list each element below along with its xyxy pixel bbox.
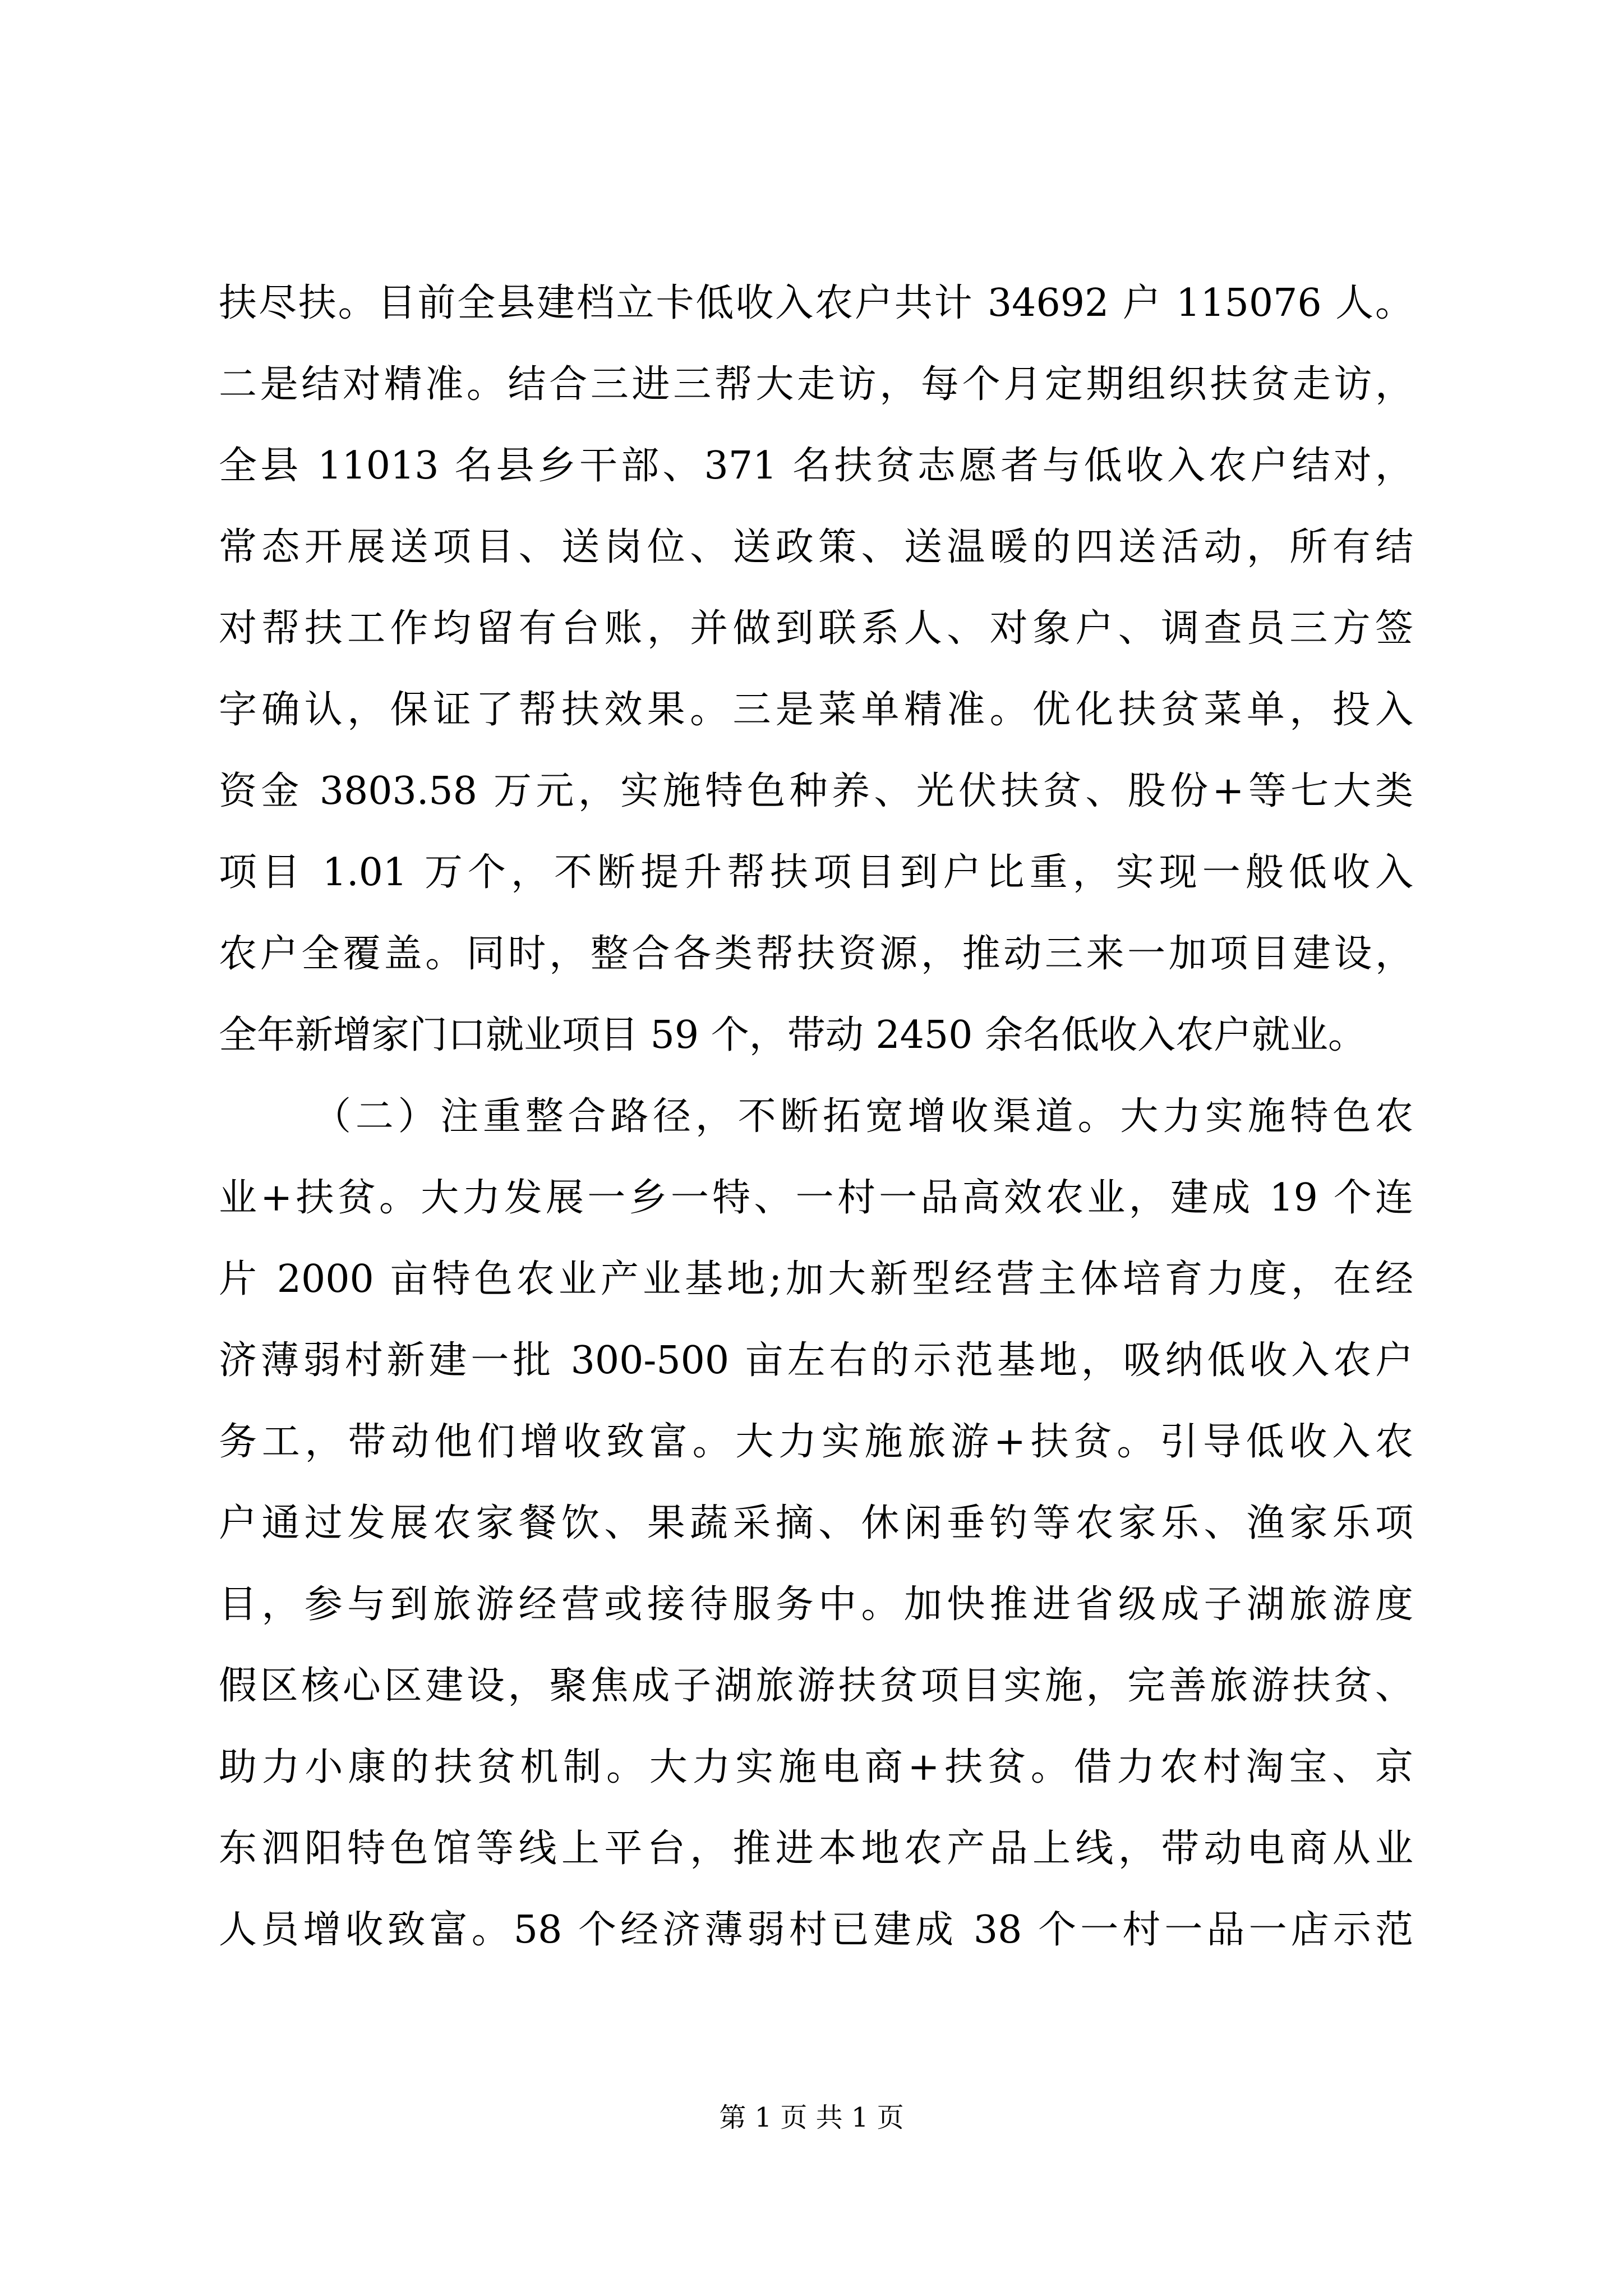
text-line: 项目 1.01 万个，不断提升帮扶项目到户比重，实现一般低收入 xyxy=(219,850,1413,895)
text-line: 扶尽扶。目前全县建档立卡低收入农户共计 34692 户 115076 人。 xyxy=(219,281,1413,325)
text-line: 全县 11013 名县乡干部、371 名扶贫志愿者与低收入农户结对， xyxy=(219,444,1413,488)
document-body xyxy=(219,263,1413,1971)
text-line: 片 2000 亩特色农业产业基地;加大新型经营主体培育力度，在经 xyxy=(219,1257,1413,1301)
text-line: 业+扶贫。大力发展一乡一特、一村一品高效农业，建成 19 个连 xyxy=(219,1176,1413,1220)
text-line: 假区核心区建设，聚焦成子湖旅游扶贫项目实施，完善旅游扶贫、 xyxy=(219,1664,1413,1708)
text-line: 务工，带动他们增收致富。大力实施旅游+扶贫。引导低收入农 xyxy=(219,1420,1413,1464)
text-line: 济薄弱村新建一批 300-500 亩左右的示范基地，吸纳低收入农户 xyxy=(219,1338,1413,1383)
text-line: 农户全覆盖。同时，整合各类帮扶资源，推动三来一加项目建设， xyxy=(219,932,1413,976)
text-line: 目，参与到旅游经营或接待服务中。加快推进省级成子湖旅游度 xyxy=(219,1582,1413,1627)
text-line-section-heading: （二）注重整合路径，不断拓宽增收渠道。大力实施特色农 xyxy=(313,1094,1413,1139)
text-line: 二是结对精准。结合三进三帮大走访，每个月定期组织扶贫走访， xyxy=(219,362,1413,407)
page-number: 第 1 页 共 1 页 xyxy=(719,2102,904,2133)
text-line: 人员增收致富。58 个经济薄弱村已建成 38 个一村一品一店示范 xyxy=(219,1908,1413,1952)
page-footer xyxy=(0,2101,1623,2134)
text-line: 户通过发展农家餐饮、果蔬采摘、休闲垂钓等农家乐、渔家乐项 xyxy=(219,1501,1413,1545)
text-line-paragraph-end: 全年新增家门口就业项目 59 个，带动 2450 余名低收入农户就业。 xyxy=(219,1013,1367,1057)
text-line: 助力小康的扶贫机制。大力实施电商+扶贫。借力农村淘宝、京 xyxy=(219,1745,1413,1789)
text-line: 东泗阳特色馆等线上平台，推进本地农产品上线，带动电商从业 xyxy=(219,1826,1413,1871)
text-line: 对帮扶工作均留有台账，并做到联系人、对象户、调查员三方签 xyxy=(219,606,1413,651)
text-line: 资金 3803.58 万元，实施特色种养、光伏扶贫、股份+等七大类 xyxy=(219,769,1413,813)
text-line: 常态开展送项目、送岗位、送政策、送温暖的四送活动，所有结 xyxy=(219,525,1413,569)
text-line: 字确认，保证了帮扶效果。三是菜单精准。优化扶贫菜单，投入 xyxy=(219,688,1413,732)
